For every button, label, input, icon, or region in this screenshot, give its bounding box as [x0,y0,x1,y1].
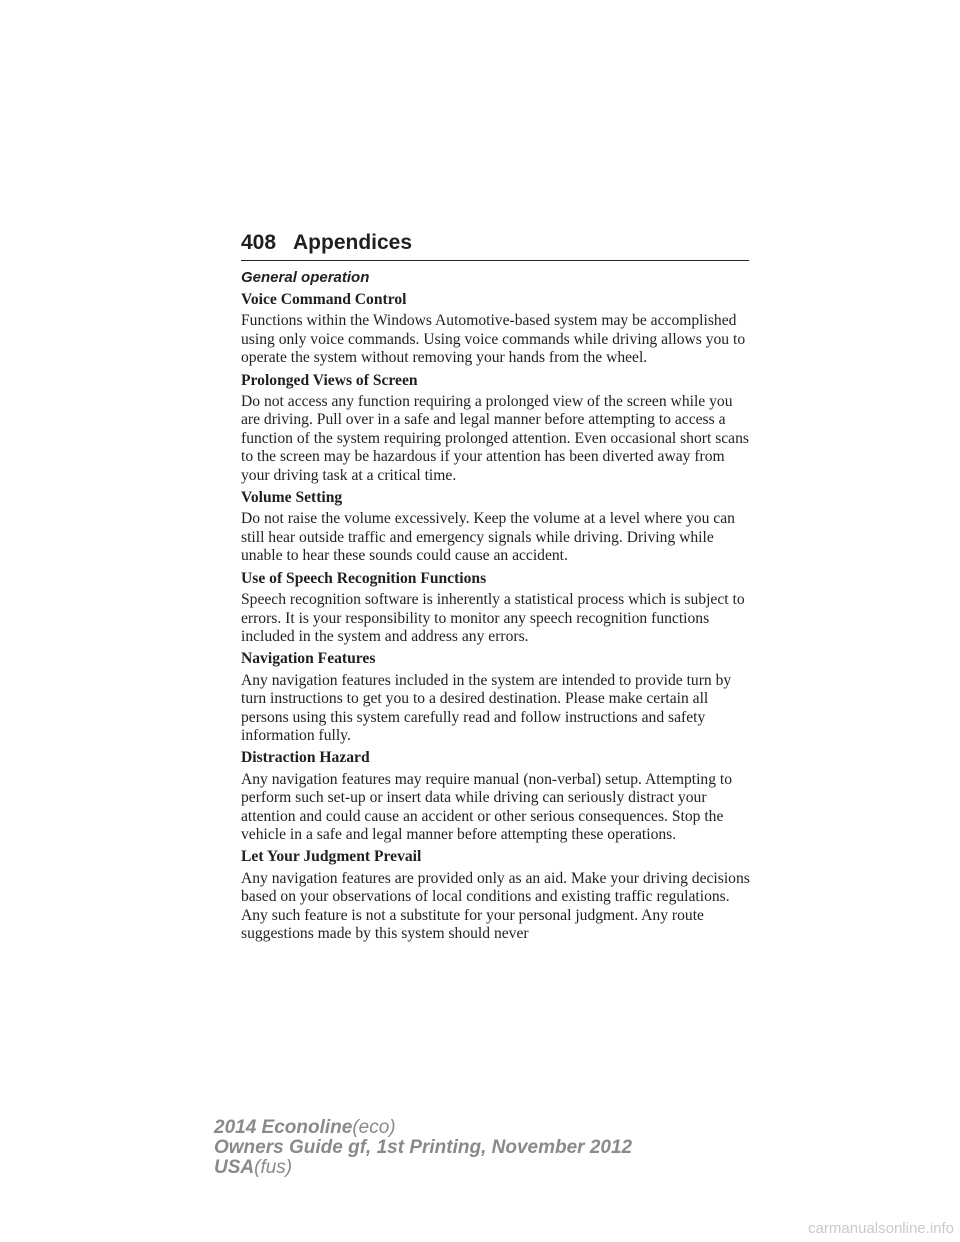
block-title: Voice Command Control [241,291,407,308]
block-title: Let Your Judgment Prevail [241,848,422,866]
footer-market-line [214,1158,632,1178]
footer-guide: Owners Guide gf, 1st Printing, November 2012 [214,1137,633,1158]
block-voice-command-control [241,291,753,368]
block-prolonged-views [241,372,753,485]
page-content [241,269,753,947]
block-navigation-features [241,650,753,745]
page-header [241,230,749,261]
block-title: Prolonged Views of Screen [241,371,418,389]
block-body: Any navigation features included in the system are intended to provide turn by turn instructions to get you to a desired destination. Please make certain all persons using this system carefully read and follow instructions and safety information fully. [241,671,732,744]
footer-model-line [214,1118,632,1138]
block-speech-recognition [241,570,753,647]
block-body: Any navigation features are provided only as an aid. Make your driving decisions based on your observations of local conditions and existing traffic regulations. Any such feature is not a substitute for your personal judgment. Any route suggestions made by this system should never [241,869,750,942]
block-body: Speech recognition software is inherently a statistical process which is subject to errors. It is your responsibility to monitor any speech recognition functions included in the system and address any errors. [241,591,745,645]
block-title: Volume Setting [241,489,343,507]
block-judgment-prevail [241,848,753,943]
footer-model: 2014 Econoline [214,1117,353,1138]
site-watermark: carmanualsonline.info [808,1220,954,1237]
block-body: Do not raise the volume excessively. Keep the volume at a level where you can still hear outside traffic and emergency signals while driving. Driving while unable to hear these sounds could cause an accident. [241,510,735,565]
block-title: Use of Speech Recognition Functions [241,569,487,587]
block-distraction-hazard [241,749,753,844]
page-number: 408 [241,231,277,254]
footer-market: USA [214,1157,255,1178]
footer-guide-line [214,1138,632,1158]
subhead-general-operation: General operation [241,269,370,286]
footer-market-code: (fus) [254,1157,293,1178]
block-body: Do not access any function requiring a prolonged view of the screen while you are driving. Pull over in a safe and legal manner before attempting to access a function of the system requiring prolonged attention. Even occasional short scans to the screen may be hazardous if your attention has been diverted away from your driving task at a critical time. [241,393,749,484]
section-title: Appendices [293,231,413,254]
print-footer [214,1118,632,1178]
block-title: Distraction Hazard [241,749,370,767]
footer-model-code: (eco) [352,1117,396,1138]
block-body: Functions within the Windows Automotive-based system may be accomplished using only voice commands. Using voice commands while driving allows you to operate the system without removing your hands from the wheel. [241,312,746,367]
block-volume-setting [241,489,753,566]
block-body: Any navigation features may require manual (non-verbal) setup. Attempting to perform such set-up or insert data while driving can seriously distract your attention and could cause an accident or other serious consequences. Stop the vehicle in a safe and legal manner before attempting these operations. [241,770,733,843]
block-title: Navigation Features [241,650,376,668]
